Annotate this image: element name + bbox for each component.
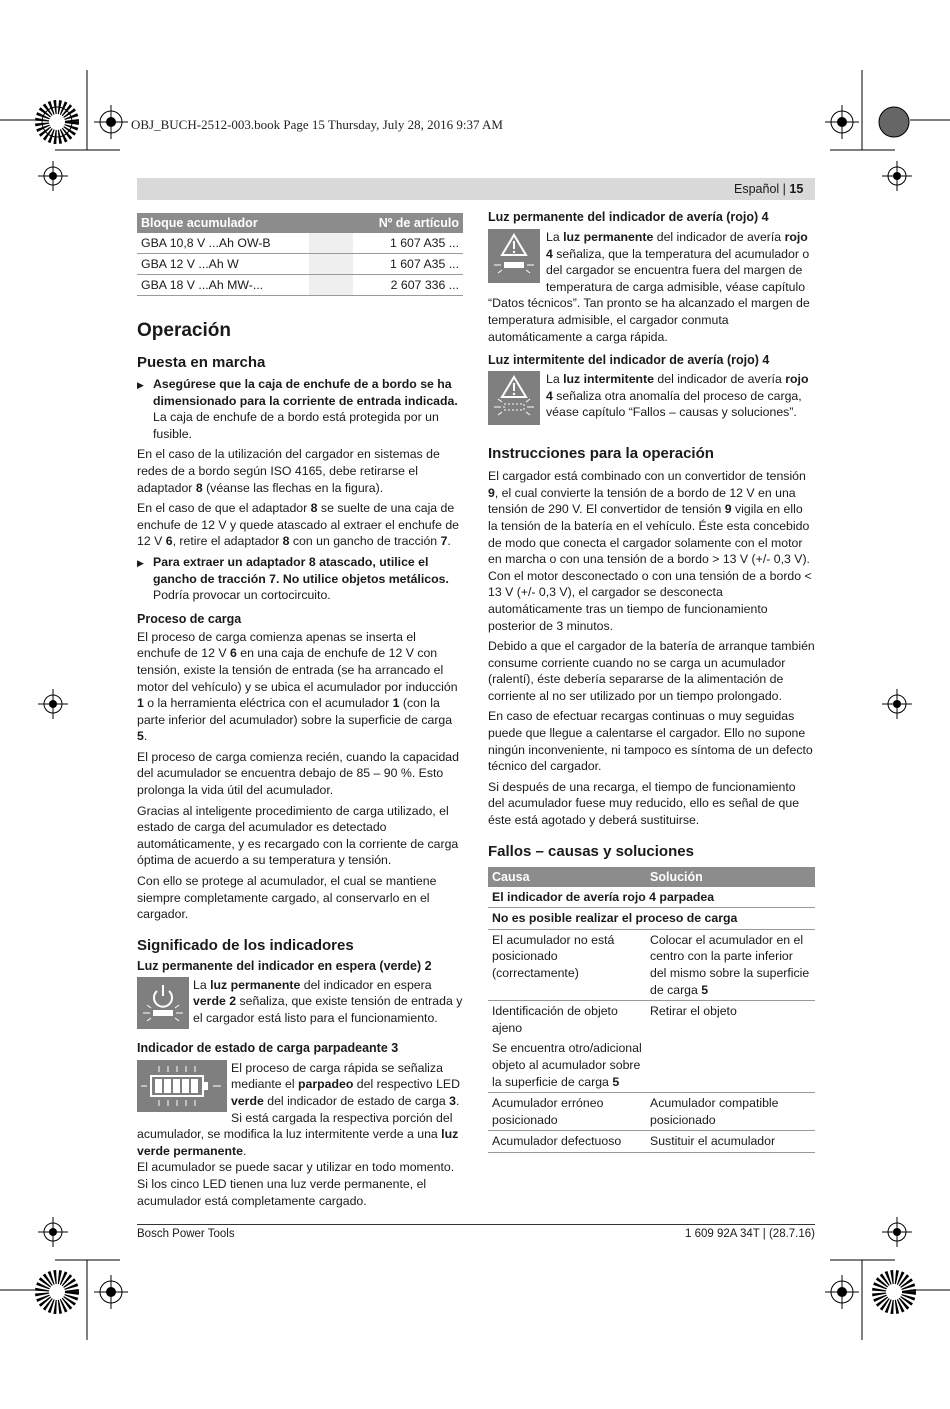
battery-table: [137, 213, 463, 296]
footer-left: Bosch Power Tools: [137, 1228, 235, 1240]
paragraph: Gracias al inteligente procedimiento de carga utilizado, el estado de carga del acumulador es detectado automáticamente, y es recargado con la corriente de carga óptima de acuerdo a su temperatura y tensión.: [137, 803, 459, 868]
crosshair-icon: [882, 689, 912, 719]
battery-charge-icon: [137, 1060, 227, 1112]
slug-line: OBJ_BUCH-2512-003.book Page 15 Thursday, July 28, 2016 9:37 AM: [131, 117, 503, 132]
starburst-icon: [879, 1277, 909, 1307]
header-language: Español: [734, 182, 780, 196]
table-header: Solución: [646, 867, 815, 887]
warning-bullet: ▶ Para extraer un adaptador 8 atascado, utilice el gancho de tracción 7. No utilice objetos metálicos. Podría provocar un cortocircuito.: [137, 554, 463, 604]
paragraph: El cargador está combinado con un convertidor de tensión 9, el cual convierte la tensión de a bordo de 12 V en una tensión de 290 V. El convertidor de tensión 9 vigila en ello la tensión de la batería en el vehículo. Éste esta concebido de modo que conecta el cargador solamente con el motor en marcha o con una tensión de a bordo > 13 V (+/- 0,3 V). Con el motor desconectado o con una tensión de a bordo < 13 V (+/- 0,3 V), el cargador se desconecta automáticamente tras un tiempo de funcionamiento posterior de 3 minutos.: [488, 469, 812, 633]
subheading: Luz permanente del indicador de avería (rojo) 4: [488, 210, 769, 224]
section-title: Operación: [137, 320, 231, 341]
subheading: Luz permanente del indicador en espera (verde) 2: [137, 958, 432, 973]
paragraph: En el caso de la utilización del cargador en sistemas de redes de a bordo según ISO 4165, debe retirarse el adaptador 8 (véanse las flechas en la figura).: [137, 447, 440, 495]
page-number: 15: [789, 182, 804, 196]
table-row: Acumulador defectuoso Sustituir el acumulador: [488, 1131, 815, 1153]
crosshair-icon: [38, 161, 68, 191]
power-standby-icon: [137, 977, 189, 1029]
crosshair-icon: [825, 1275, 859, 1309]
crosshair-icon: [94, 1275, 128, 1309]
table-row: GBA 12 V ...Ah W 1 607 A35 ...: [137, 254, 463, 275]
footer-right: 1 609 92A 34T | (28.7.16): [684, 1228, 815, 1240]
table-row: El acumulador no está posicionado (correctamente) Colocar el acumulador en el centro con la parte inferior del mismo sobre la superficie de carga 5: [488, 929, 815, 1000]
table-row: GBA 10,8 V ...Ah OW-B 1 607 A35 ...: [137, 233, 463, 254]
table-group-heading: No es posible realizar el proceso de carga: [488, 908, 815, 930]
footer-rule: [137, 1224, 815, 1225]
left-column: [137, 213, 463, 1213]
paragraph: Debido a que el cargador de la batería de arranque también consume corriente cuando no se carga un acumulador (ralentí), éste debería separarse de la alimentación de corriente al no ser utilizado por un tiempo prolongado.: [488, 639, 815, 703]
header-bar: [137, 178, 815, 200]
section-heading: Instrucciones para la operación: [488, 445, 714, 463]
paragraph: La luz intermitente del indicador de avería rojo 4 señaliza otra anomalía del proceso de carga, véase capítulo “Fallos – causas y soluciones”.: [546, 372, 809, 420]
starburst-icon: [42, 1277, 72, 1307]
subheading: Luz intermitente del indicador de avería (rojo) 4: [488, 353, 770, 368]
warning-triangle-icon: [488, 229, 540, 283]
crosshair-icon: [94, 105, 128, 139]
table-group-heading: El indicador de avería rojo 4 parpadea: [488, 887, 815, 908]
paragraph: El proceso de carga comienza recién, cuando la capacidad del acumulador se encuentra debajo de 85 – 90 %. Esto prolonga la vida útil del acumulador.: [137, 749, 459, 798]
gray-disc-icon: [879, 107, 909, 137]
running-header: Español | 15: [734, 182, 804, 196]
paragraph: Si después de una recarga, el tiempo de funcionamiento del acumulador fuese muy reducido, ello es señal de que éste está agotado y deberá sustituirse.: [488, 779, 800, 828]
crosshair-icon: [38, 689, 68, 719]
subheading: Indicador de estado de carga parpadeante 3: [137, 1040, 399, 1055]
paragraph: En el caso de que el adaptador 8 se suelte de una caja de enchufe de 12 V y quede atascado al extraer el enchufe de 12 V 6, retire el adaptador 8 con un gancho de tracción 7.: [137, 501, 460, 549]
table-header: Causa: [488, 867, 646, 887]
starburst-icon: [42, 107, 72, 137]
table-row: Identificación de objeto ajeno Se encuentra otro/adicional objeto al acumulador sobre la superficie de carga 5 Retirar el objeto: [488, 1001, 815, 1093]
table-row: Acumulador erróneo posicionado Acumulador compatible posicionado: [488, 1093, 815, 1131]
paragraph: Con ello se protege al acumulador, el cual se mantiene siempre completamente cargado, al conservarlo en el cargador.: [137, 874, 437, 922]
right-column: [488, 210, 815, 1153]
table-header: Nº de artículo: [353, 213, 463, 233]
paragraph: El proceso de carga comienza apenas se inserta el enchufe de 12 V 6 en una caja de enchufe de 12 V con tensión, existe la tensión de entrada (se ha arrancado el motor del vehículo) y se ubica el acumulador por inducción 1 o la herramienta eléctrica con el acumulador 1 (con la parte inferior del acumulador) sobre la superficie de carga 5.: [137, 629, 458, 744]
table-header: Bloque acumulador: [137, 213, 309, 233]
table-row: GBA 18 V ...Ah MW-... 2 607 336 ...: [137, 275, 463, 296]
paragraph: La luz permanente del indicador de avería rojo 4 señaliza, que la temperatura del acumulador o del cargador se encuentra fuera del margen de temperatura de carga admisible, véase capítulo “Datos técnicos”. Tan pronto se ha alcanzado el margen de temperatura admisible, el cargador conmuta automáticamente a carga rápida.: [488, 230, 810, 344]
section-heading: Puesta en marcha: [137, 354, 266, 371]
subheading: Proceso de carga: [137, 611, 242, 626]
fault-table: [488, 867, 815, 1153]
paragraph: En caso de efectuar recargas continuas o muy seguidas puede que llegue a calentarse el cargador. Ello no supone ningún inconveniente, ni tampoco es síntoma de un defecto técnico del cargador.: [488, 709, 813, 774]
paragraph: El acumulador se puede sacar y utilizar en todo momento. Si los cinco LED tienen una luz verde permanente, el acumulador está completamente cargado.: [137, 1160, 455, 1208]
crosshair-icon: [38, 1217, 68, 1247]
crosshair-icon: [825, 105, 859, 139]
paragraph: La luz permanente del indicador en espera verde 2 señaliza, que existe tensión de entrada y el cargador está listo para el funcionamiento.: [193, 977, 463, 1025]
crosshair-icon: [882, 161, 912, 191]
warning-bullet: ▶ Asegúrese que la caja de enchufe de a bordo se ha dimensionado para la corriente de entrada indicada. La caja de enchufe de a bordo está protegida por un fusible.: [137, 376, 463, 442]
warning-blink-icon: [488, 371, 540, 425]
crosshair-icon: [882, 1217, 912, 1247]
section-heading: Significado de los indicadores: [137, 936, 354, 954]
section-heading: Fallos – causas y soluciones: [488, 842, 694, 860]
paragraph: El proceso de carga rápida se señaliza mediante el parpadeo del respectivo LED verde del indicador de estado de carga 3. Si está cargada la respectiva porción del acumulador, se modifica la luz intermitente verde a una luz verde permanente.: [137, 1060, 460, 1158]
